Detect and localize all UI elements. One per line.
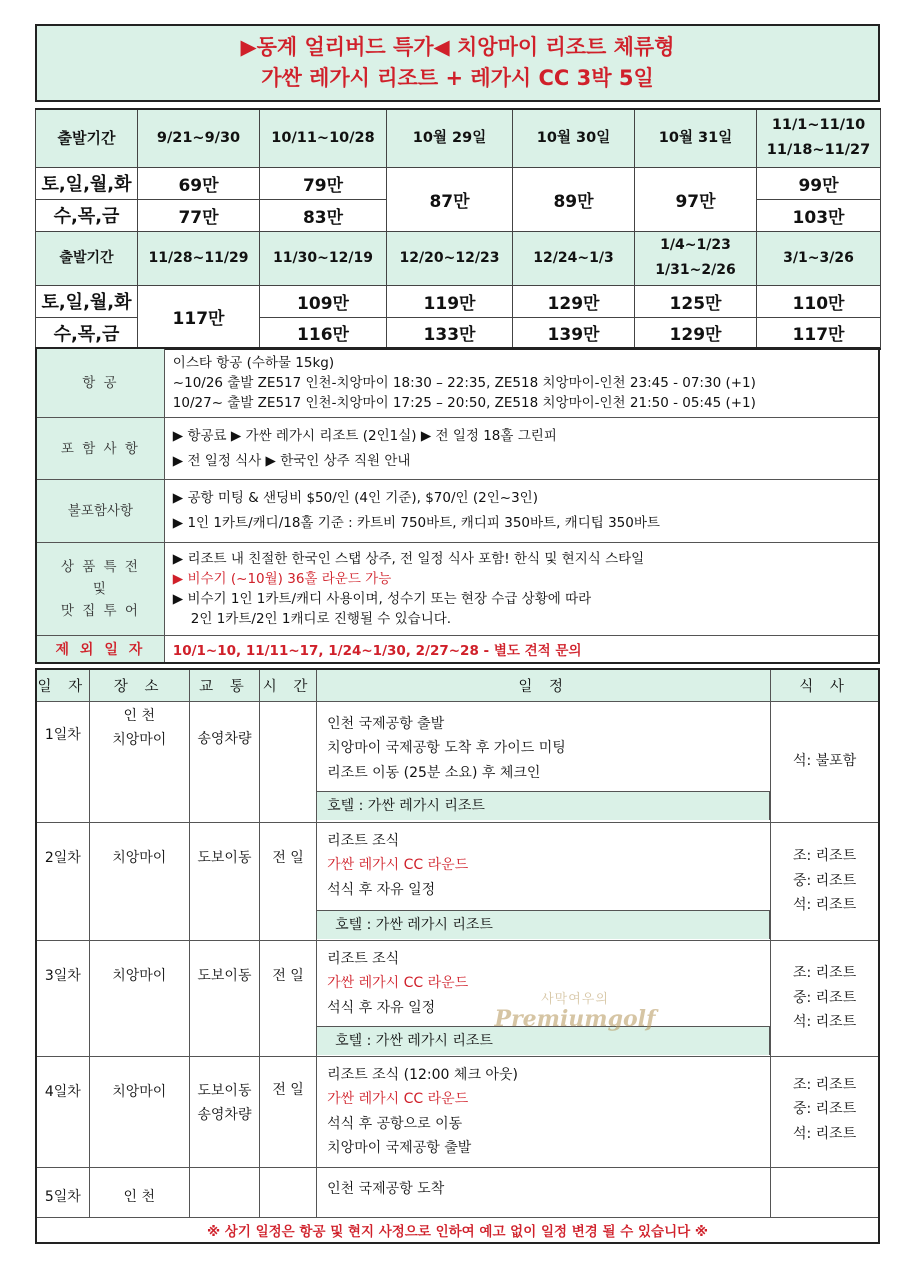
- price-cell: 129만: [635, 317, 757, 349]
- info-label: 포 함 사 항: [36, 418, 164, 480]
- watermark-top: 사막여우의: [541, 992, 609, 1007]
- info-row-special: [36, 543, 879, 636]
- transport-cell: 도보이동: [189, 822, 259, 940]
- price-cell: 99만: [757, 167, 881, 199]
- place-cell: 치앙마이: [89, 940, 189, 1056]
- info-label: 항 공: [36, 348, 164, 418]
- price-cell: 89만: [513, 167, 635, 231]
- price-cell: 77만: [138, 199, 260, 231]
- transport-cell: 송영차량: [189, 701, 259, 822]
- place-cell: [89, 701, 189, 822]
- price-header-row-2: [36, 231, 881, 285]
- price-cell: 133만: [387, 317, 513, 349]
- meal-cell: [771, 822, 879, 940]
- price-cell: 139만: [513, 317, 635, 349]
- price-row-weekday-1: [36, 167, 881, 199]
- info-line: ▶ 리조트 내 친절한 한국인 스탭 상주, 전 일정 식사 포함! 한식 및 현지식 스타일: [172, 551, 645, 567]
- meal-line: 중: 리조트: [792, 872, 857, 889]
- info-line: ▶ 비수기 1인 1카트/캐디 사용이며, 성수기 또는 현장 수급 상황에 따라: [172, 591, 592, 607]
- transport-part: 송영차량: [197, 1106, 252, 1123]
- meal-cell: 석: 불포함: [771, 701, 879, 822]
- time-cell: 전 일: [260, 822, 317, 940]
- meal-line: 석: 리조트: [792, 1014, 857, 1031]
- meal-cell: [771, 1056, 879, 1167]
- period-cell: 11/30~12/19: [260, 231, 387, 285]
- meal-line: 석: 리조트: [792, 1125, 857, 1142]
- meal-line: 중: 리조트: [792, 1101, 857, 1117]
- info-row-exclude-dates: [36, 636, 879, 663]
- itinerary-line: 인천 국제공항 출발: [327, 715, 445, 732]
- price-cell: 83만: [260, 199, 387, 231]
- info-row-air: [36, 348, 879, 418]
- price-row-weekday-3: [36, 285, 881, 317]
- itinerary-line: 석식 후 자유 일정: [327, 999, 436, 1016]
- period-part: 11/18~11/27: [766, 142, 871, 159]
- price-cell: 109만: [260, 285, 387, 317]
- weekday-label: 토,일,월,화: [36, 285, 138, 317]
- price-cell: 79만: [260, 167, 387, 199]
- period-cell: 3/1~3/26: [757, 231, 881, 285]
- weekday-label: 토,일,월,화: [36, 167, 138, 199]
- schedule-header: 장 소: [89, 669, 189, 701]
- schedule-header: 일 자: [36, 669, 89, 701]
- watermark-bottom: Premiumgolf: [494, 1006, 656, 1032]
- title-line-2: 가싼 레가시 리조트 + 레가시 CC 3박 5일: [261, 66, 654, 90]
- hotel-line: 호텔 : 가싼 레가시 리조트: [317, 1026, 770, 1055]
- itinerary-line-round: 가싼 레가시 CC 라운드: [327, 1091, 469, 1107]
- itinerary-line: 치앙마이 국제공항 도착 후 가이드 미팅: [327, 740, 566, 756]
- itinerary-cell: [317, 940, 771, 1056]
- schedule-footer-row: [36, 1217, 879, 1243]
- weekday-label: 수,목,금: [36, 199, 138, 231]
- info-label-part: 상 품 특 전: [60, 559, 140, 575]
- schedule-notice: ※ 상기 일정은 항공 및 현지 사정으로 인하여 예고 없이 일정 변경 될 수 있습니다 ※: [36, 1217, 879, 1243]
- period-cell: 10월 30일: [513, 109, 635, 167]
- itinerary-line-round: 가싼 레가시 CC 라운드: [327, 857, 469, 873]
- meal-cell: [771, 1167, 879, 1217]
- day-label: 5일차: [36, 1167, 89, 1217]
- schedule-header: 식 사: [771, 669, 879, 701]
- schedule-row: [36, 822, 879, 940]
- info-label: 제 외 일 자: [36, 636, 164, 663]
- period-part: 11/1~11/10: [771, 117, 866, 134]
- schedule-header-row: [36, 669, 879, 701]
- schedule-row: [36, 1167, 879, 1217]
- day-label: 2일차: [36, 822, 89, 940]
- schedule-header: 일 정: [317, 669, 771, 701]
- info-label: 불포함사항: [36, 480, 164, 543]
- price-cell: 69만: [138, 167, 260, 199]
- meal-cell: [771, 940, 879, 1056]
- meal-line: 조: 리조트: [792, 965, 857, 982]
- info-line: ~10/26 출발 ZE517 인천-치앙마이 18:30 – 22:35, ZE518 치앙마이-인천 23:45 - 07:30 (+1): [172, 375, 756, 391]
- meal-line: 석: 리조트: [792, 897, 857, 914]
- itinerary-cell: 인천 국제공항 도착: [317, 1167, 771, 1217]
- day-label: 1일차: [36, 701, 89, 822]
- price-cell: 129만: [513, 285, 635, 317]
- place-cell: 치앙마이: [89, 1056, 189, 1167]
- price-cell: 103만: [757, 199, 881, 231]
- period-cell: [635, 231, 757, 285]
- time-cell: 전 일: [260, 940, 317, 1056]
- transport-cell: [189, 1167, 259, 1217]
- price-cell: 87만: [387, 167, 513, 231]
- price-cell: 97만: [635, 167, 757, 231]
- period-cell: 9/21~9/30: [138, 109, 260, 167]
- time-cell: 전 일: [260, 1056, 317, 1167]
- meal-line: 조: 리조트: [792, 1076, 857, 1093]
- time-cell: [260, 701, 317, 822]
- time-cell: [260, 1167, 317, 1217]
- info-line: ▶ 공항 미팅 & 샌딩비 $50/인 (4인 기준), $70/인 (2인~3인): [172, 490, 538, 506]
- schedule-row: [36, 1056, 879, 1167]
- itinerary-line: 석식 후 공항으로 이동: [327, 1115, 463, 1132]
- schedule-row: [36, 701, 879, 822]
- schedule-header: 교 통: [189, 669, 259, 701]
- period-part: 1/4~1/23: [660, 237, 731, 253]
- info-label-part: 맛 집 투 어: [60, 603, 140, 619]
- period-cell: 10월 29일: [387, 109, 513, 167]
- title-banner: [35, 24, 880, 102]
- hotel-line: 호텔 : 가싼 레가시 리조트: [317, 791, 770, 820]
- period-label: 출발기간: [36, 109, 138, 167]
- itinerary-cell: [317, 1056, 771, 1167]
- info-line-highlight: ▶ 비수기 (~10월) 36홀 라운드 가능: [172, 571, 392, 587]
- period-cell: 10/11~10/28: [260, 109, 387, 167]
- period-part: 1/31~2/26: [655, 262, 736, 278]
- info-line: ▶ 1인 1카트/캐디/18홀 기준 : 카트비 750바트, 캐디피 350바트, 캐디팁 350바트: [172, 515, 660, 531]
- hotel-line: 호텔 : 가싼 레가시 리조트: [317, 910, 770, 939]
- itinerary-line: 석식 후 자유 일정: [327, 881, 436, 898]
- price-header-row-1: [36, 109, 881, 167]
- weekday-label: 수,목,금: [36, 317, 138, 349]
- info-row-included: [36, 418, 879, 480]
- place-part: 인 천: [123, 707, 155, 724]
- period-cell: 12/24~1/3: [513, 231, 635, 285]
- schedule-header: 시 간: [260, 669, 317, 701]
- info-label-part: 및: [92, 581, 108, 597]
- info-value: 10/1~10, 11/11~17, 1/24~1/30, 2/27~28 - 별도 견적 문의: [164, 636, 879, 663]
- info-table: [35, 347, 880, 664]
- transport-part: 도보이동: [197, 1082, 252, 1099]
- info-value: [164, 480, 879, 543]
- info-label: [36, 543, 164, 636]
- title-line-1: ▶동계 얼리버드 특가◀ 치앙마이 리조트 체류형: [240, 35, 675, 59]
- info-line: ▶ 항공료 ▶ 가싼 레가시 리조트 (2인1실) ▶ 전 일정 18홀 그린피: [172, 427, 557, 444]
- transport-cell: 도보이동: [189, 940, 259, 1056]
- itinerary-line: 리조트 조식 (12:00 체크 아웃): [327, 1066, 518, 1083]
- info-row-excluded: [36, 480, 879, 543]
- period-cell: 10월 31일: [635, 109, 757, 167]
- meal-line: 중: 리조트: [792, 989, 857, 1006]
- info-value: [164, 348, 879, 418]
- info-line: ▶ 전 일정 식사 ▶ 한국인 상주 직원 안내: [172, 452, 411, 469]
- itinerary-cell: [317, 822, 771, 940]
- info-value: [164, 543, 879, 636]
- itinerary-cell: [317, 701, 771, 822]
- period-label: 출발기간: [36, 231, 138, 285]
- itinerary-line: 치앙마이 국제공항 출발: [327, 1140, 472, 1156]
- period-cell: 12/20~12/23: [387, 231, 513, 285]
- price-cell: 110만: [757, 285, 881, 317]
- info-line: 10/27~ 출발 ZE517 인천-치앙마이 17:25 – 20:50, ZE518 치앙마이-인천 21:50 - 05:45 (+1): [172, 395, 756, 411]
- schedule-table: [35, 668, 880, 1244]
- place-cell: 인 천: [89, 1167, 189, 1217]
- itinerary-line: 리조트 조식: [327, 950, 400, 967]
- info-line: 2인 1카트/2인 1캐디로 진행될 수 있습니다.: [190, 611, 452, 627]
- period-cell: [757, 109, 881, 167]
- info-line: 이스타 항공 (수하물 15kg): [172, 355, 335, 371]
- price-cell: 119만: [387, 285, 513, 317]
- price-table: [35, 108, 881, 350]
- itinerary-line: 리조트 이동 (25분 소요) 후 체크인: [327, 764, 541, 781]
- period-cell: 11/28~11/29: [138, 231, 260, 285]
- info-value: [164, 418, 879, 480]
- price-cell: 117만: [757, 317, 881, 349]
- day-label: 3일차: [36, 940, 89, 1056]
- place-part: 치앙마이: [112, 731, 167, 748]
- price-cell: 125만: [635, 285, 757, 317]
- itinerary-line: 리조트 조식: [327, 832, 400, 849]
- schedule-row: [36, 940, 879, 1056]
- day-label: 4일차: [36, 1056, 89, 1167]
- itinerary-line-round: 가싼 레가시 CC 라운드: [327, 975, 469, 991]
- transport-cell: [189, 1056, 259, 1167]
- price-cell: 117만: [138, 285, 260, 349]
- meal-line: 조: 리조트: [792, 848, 857, 865]
- place-cell: 치앙마이: [89, 822, 189, 940]
- price-cell: 116만: [260, 317, 387, 349]
